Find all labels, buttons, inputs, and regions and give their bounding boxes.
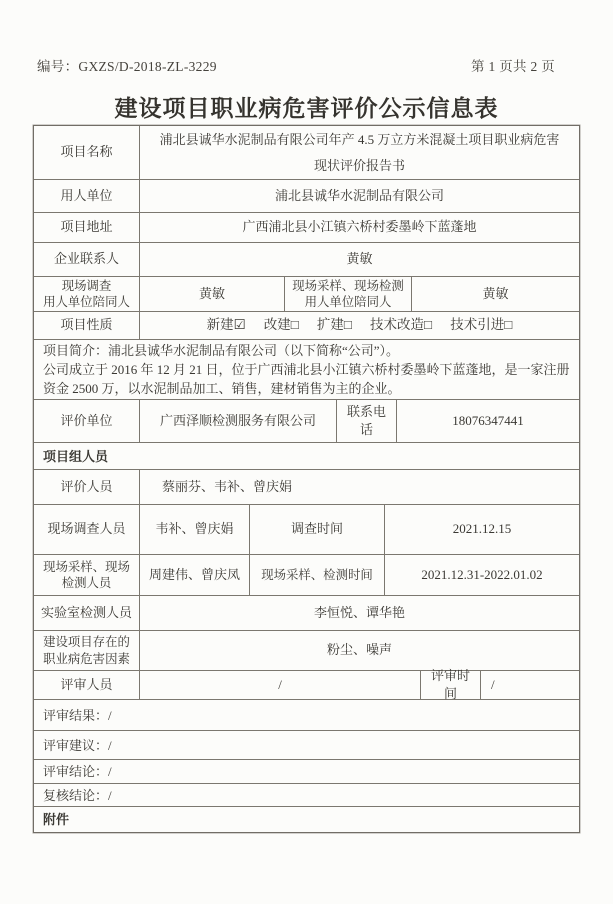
checkbox-tech-import: 技术引进□ xyxy=(450,317,513,333)
value-evaluators: 蔡丽芬、韦补、曾庆娟 xyxy=(162,478,293,494)
row-review-advice xyxy=(34,731,579,760)
value-site-survey: 韦补、曾庆娟 xyxy=(140,505,250,554)
row-evaluation-org xyxy=(34,400,579,443)
checkbox-tech-renovation: 技术改造□ xyxy=(370,317,433,333)
label-sampling-escort xyxy=(285,277,412,311)
row-project-address xyxy=(34,213,579,243)
label-phone: 联系电话 xyxy=(337,400,397,442)
review-advice: 评审建议：/ xyxy=(43,737,112,753)
value-project-address: 广西浦北县小江镇六桥村委墨岭下蓝蓬地 xyxy=(242,219,477,235)
label-employer: 用人单位 xyxy=(34,180,140,212)
label-survey-escort xyxy=(34,277,140,311)
value-company-contact: 黄敏 xyxy=(346,251,373,267)
row-project-name xyxy=(34,126,579,180)
row-evaluators xyxy=(34,470,579,505)
row-project-nature xyxy=(34,312,579,340)
value-lab-staff: 李恒悦、谭华艳 xyxy=(313,604,405,620)
row-team-header xyxy=(34,443,579,470)
project-brief-line1: 项目简介：浦北县诚华水泥制品有限公司（以下简称“公司”）。 xyxy=(43,343,400,358)
row-company-contact xyxy=(34,243,579,277)
row-lab xyxy=(34,596,579,631)
row-project-brief xyxy=(34,340,579,400)
team-section-header: 项目组人员 xyxy=(43,448,109,464)
row-review-conclusion xyxy=(34,760,579,784)
row-site-survey xyxy=(34,505,579,555)
value-sampling-escort: 黄敏 xyxy=(482,285,509,301)
doc-header xyxy=(37,55,555,75)
label-sampling-time: 现场采样、检测时间 xyxy=(250,555,385,595)
project-brief xyxy=(34,340,579,399)
recheck-conclusion: 复核结论：/ xyxy=(43,787,112,803)
value-employer: 浦北县诚华水泥制品有限公司 xyxy=(274,187,444,203)
value-sampling-staff: 周建伟、曾庆凤 xyxy=(140,555,250,595)
page-indicator: 第 1 页共 2 页 xyxy=(471,59,555,74)
value-review-staff: / xyxy=(140,671,421,699)
label-evaluators: 评价人员 xyxy=(34,470,140,504)
row-review-staff xyxy=(34,667,579,701)
label-project-nature: 项目性质 xyxy=(34,312,140,339)
page-title: 建设项目职业病危害评价公示信息表 xyxy=(114,96,499,121)
row-escort xyxy=(34,277,579,312)
row-review-result xyxy=(34,700,579,731)
checkbox-expansion: 扩建□ xyxy=(316,317,353,333)
value-project-name: 浦北县诚华水泥制品有限公司年产 4.5 万立方米混凝土项目职业病危害现状评价报告书 xyxy=(159,131,560,173)
project-brief-body: 公司成立于 2016 年 12 月 21 日，位于广西浦北县小江镇六桥村委墨岭下蓝蓬地，是一家注册资金 2500 万，以水泥制品加工、销售，建材销售为主的企业。 xyxy=(43,362,570,396)
review-result: 评审结果：/ xyxy=(43,707,112,723)
label-review-time: 评审时间 xyxy=(421,671,481,699)
value-survey-escort: 黄敏 xyxy=(140,277,285,311)
info-table xyxy=(33,125,580,833)
label-site-survey: 现场调查人员 xyxy=(34,505,140,554)
row-attachment xyxy=(34,807,579,832)
label-sampling-escort-line2: 用人单位陪同人 xyxy=(304,295,392,309)
label-sampling-escort-line1: 现场采样、现场检测 xyxy=(292,278,404,293)
label-project-name: 项目名称 xyxy=(34,126,140,179)
label-survey-escort-line2: 用人单位陪同人 xyxy=(43,295,130,309)
project-nature-options xyxy=(140,312,579,339)
row-recheck-conclusion xyxy=(34,784,579,807)
label-project-address: 项目地址 xyxy=(34,213,140,242)
value-sampling-time: 2021.12.31-2022.01.02 xyxy=(421,566,543,582)
value-review-time: / xyxy=(491,676,495,692)
checkbox-reconstruction: 改建□ xyxy=(263,317,299,333)
label-hazards: 建设项目存在的职业病危害因素 xyxy=(34,631,140,670)
review-conclusion: 评审结论：/ xyxy=(43,764,112,779)
row-employer xyxy=(34,180,579,213)
attachment-header: 附件 xyxy=(43,812,70,827)
label-company-contact: 企业联系人 xyxy=(34,243,140,276)
row-sampling xyxy=(34,555,579,596)
doc-number: 编号：GXZS/D-2018-ZL-3229 xyxy=(37,59,217,74)
label-lab-staff: 实验室检测人员 xyxy=(34,596,140,630)
label-survey-escort-line1: 现场调查 xyxy=(61,278,112,293)
value-survey-time: 2021.12.15 xyxy=(452,521,512,537)
label-review-staff: 评审人员 xyxy=(34,671,140,699)
checkbox-new-construction: 新建☑ xyxy=(206,317,246,333)
value-evaluation-org: 广西泽顺检测服务有限公司 xyxy=(140,400,337,442)
value-phone: 18076347441 xyxy=(452,412,524,428)
label-survey-time: 调查时间 xyxy=(250,505,385,554)
value-hazards: 粉尘、噪声 xyxy=(326,642,392,658)
row-hazards xyxy=(34,631,579,671)
label-sampling-staff: 现场采样、现场检测人员 xyxy=(34,555,140,595)
label-evaluation-org: 评价单位 xyxy=(34,400,140,442)
